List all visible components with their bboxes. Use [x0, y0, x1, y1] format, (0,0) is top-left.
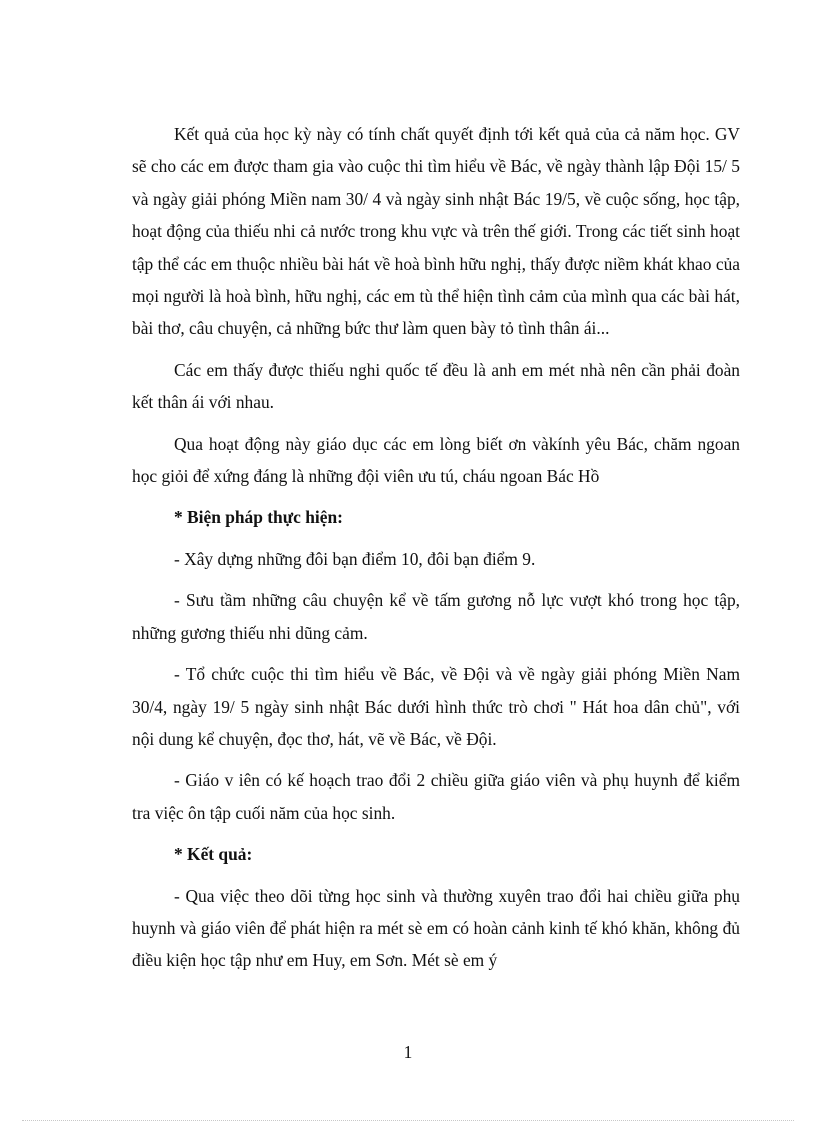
list-item-teacher-parent-exchange: - Giáo v iên có kế hoạch trao đổi 2 chiều giữa giáo viên và phụ huynh để kiểm tra việc ôn tập cuối năm của học sinh.	[132, 770, 740, 823]
heading-implementation-measures: * Biện pháp thực hiện:	[174, 507, 343, 528]
page-number: 1	[403, 1042, 413, 1062]
list-item-study-pairs: - Xây dựng những đôi bạn điểm 10, đôi bạn điểm 9.	[174, 548, 536, 569]
paragraph-gratitude-education: Qua hoạt động này giáo dục các em lòng biết ơn vàkính yêu Bác, chăm ngoan học giỏi để xứng đáng là những đội viên ưu tú, cháu ngoan Bác Hồ	[132, 433, 740, 487]
list-item-organize-contest: - Tổ chức cuộc thi tìm hiểu về Bác, về Đội và về ngày giải phóng Miền Nam 30/4, ngày 19/ 5 ngày sinh nhật Bác dưới hình thức trò chơi " Hát hoa dân chủ", với nội dung kể chuyện, đọc thơ, hát, vẽ về Bác, về Đội.	[132, 664, 740, 749]
paragraph-semester-result: Kết quả của học kỳ này có tính chất quyết định tới kết quả của cả năm học. GV sẽ cho các em được tham gia vào cuộc thi tìm hiểu về Bác, về ngày thành lập Đội 15/ 5 và ngày giải phóng Miền nam 30/ 4 và ngày sinh nhật Bác 19/5, về cuộc sống, học tập, hoạt động của thiếu nhi cả nước trong khu vực và trên thế giới. Trong các tiết sinh hoạt tập thể các em thuộc nhiều bài hát về hoà bình hữu nghị, thấy được niềm khát khao của mọi người là hoà bình, hữu nghị, các em tù thể hiện tình cảm của mình qua các bài hát, bài thơ, câu chuyện, cả những bức thư làm quen bày tỏ tình thân ái...	[132, 124, 740, 339]
list-item-collect-stories: - Sưu tầm những câu chuyện kể về tấm gương nỗ lực vượt khó trong học tập, những gương thiếu nhi dũng cảm.	[132, 590, 740, 643]
paragraph-international-friendship: Các em thấy được thiếu nghi quốc tế đều là anh em mét nhà nên cần phải đoàn kết thân ái với nhau.	[132, 359, 740, 413]
page-break-divider	[22, 1120, 794, 1121]
heading-results: * Kết quả:	[174, 844, 253, 865]
page-body	[132, 118, 740, 986]
list-item-monitoring-students: - Qua việc theo dõi từng học sinh và thường xuyên trao đổi hai chiều giữa phụ huynh và giáo viên để phát hiện ra mét sè em có hoàn cảnh kinh tế khó khăn, không đủ điều kiện học tập như em Huy, em Sơn. Mét sè em ý	[132, 885, 740, 971]
